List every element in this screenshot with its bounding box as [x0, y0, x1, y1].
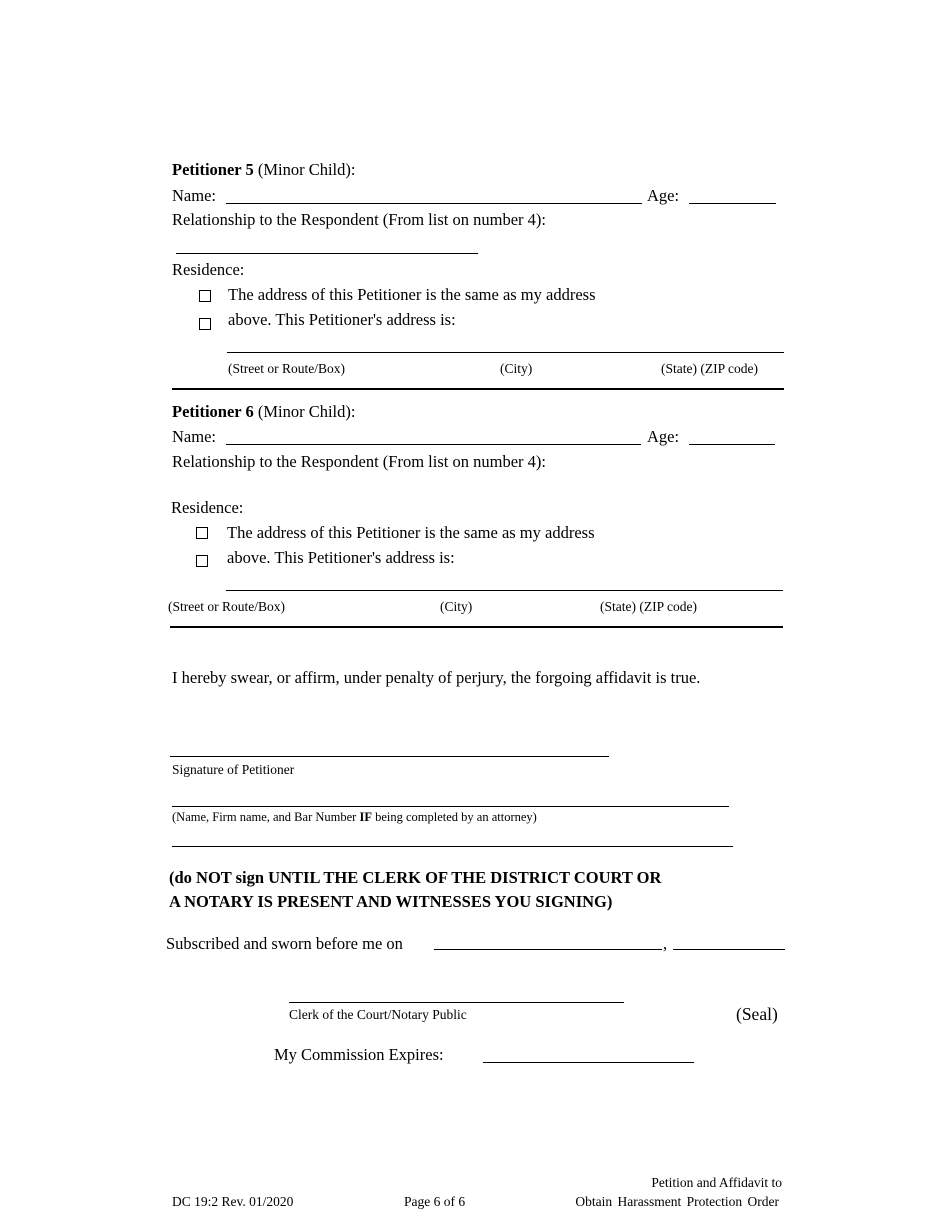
petitioner5-heading-rest: (Minor Child): — [253, 160, 356, 179]
petitioner5-heading-bold: Petitioner 5 — [172, 160, 254, 179]
petitioner5-name-field[interactable] — [226, 203, 642, 204]
clerk-signature-field[interactable] — [289, 1002, 624, 1003]
petitioner6-same-address-checkbox[interactable] — [196, 527, 208, 539]
petitioner6-name-field[interactable] — [226, 444, 641, 445]
petitioner5-city-caption: (City) — [500, 361, 533, 376]
section-divider-2 — [170, 626, 783, 628]
attorney-caption-post: being completed by an attorney) — [371, 810, 537, 824]
attorney-caption-bold: IF — [359, 810, 372, 824]
petitioner6-city-caption: (City) — [440, 599, 473, 614]
commission-label: My Commission Expires: — [274, 1045, 444, 1064]
petitioner5-relationship-field[interactable] — [176, 253, 478, 254]
petitioner6-address-field[interactable] — [226, 590, 783, 591]
warning-line-1: (do NOT sign UNTIL THE CLERK OF THE DISTRICT COURT OR — [169, 868, 662, 887]
petitioner6-age-label: Age: — [647, 427, 680, 446]
petitioner6-heading-rest: (Minor Child): — [253, 402, 356, 421]
footer-page-number: Page 6 of 6 — [404, 1194, 466, 1209]
footer-title-line-1: Petition and Affidavit to — [651, 1175, 782, 1190]
seal-label: (Seal) — [736, 1004, 778, 1024]
petitioner5-age-label: Age: — [647, 186, 680, 205]
petitioner6-heading-bold: Petitioner 6 — [172, 402, 254, 421]
petitioner5-street-caption: (Street or Route/Box) — [228, 361, 345, 376]
petitioner6-state-zip-caption: (State) (ZIP code) — [600, 599, 697, 614]
petitioner6-relationship-label: Relationship to the Respondent (From list on number 4): — [172, 452, 546, 471]
petitioner6-other-address-text: above. This Petitioner's address is: — [227, 548, 455, 567]
petitioner5-heading — [172, 160, 355, 180]
commission-expires-field[interactable] — [483, 1062, 694, 1063]
petitioner6-residence-label: Residence: — [171, 498, 244, 517]
petitioner5-other-address-text: above. This Petitioner's address is: — [228, 310, 456, 329]
attorney-field[interactable] — [172, 806, 729, 807]
signature-caption: Signature of Petitioner — [172, 762, 295, 777]
attorney-caption-pre: (Name, Firm name, and Bar Number — [172, 810, 360, 824]
petitioner5-address-field[interactable] — [227, 352, 784, 353]
clerk-caption: Clerk of the Court/Notary Public — [289, 1007, 467, 1022]
attorney-caption — [172, 809, 537, 825]
subscribed-label: Subscribed and sworn before me on — [166, 934, 403, 953]
petitioner5-other-address-checkbox[interactable] — [199, 318, 211, 330]
petitioner5-name-label: Name: — [172, 186, 216, 205]
petitioner6-name-label: Name: — [172, 427, 216, 446]
petitioner5-age-field[interactable] — [689, 203, 776, 204]
petitioner5-same-address-text: The address of this Petitioner is the same as my address — [228, 285, 596, 304]
warning-line-2: A NOTARY IS PRESENT AND WITNESSES YOU SIGNING) — [169, 892, 613, 911]
petitioner5-same-address-checkbox[interactable] — [199, 290, 211, 302]
petitioner6-other-address-checkbox[interactable] — [196, 555, 208, 567]
sworn-date-comma: , — [663, 934, 668, 953]
petitioner6-age-field[interactable] — [689, 444, 775, 445]
petitioner5-state-zip-caption: (State) (ZIP code) — [661, 361, 758, 376]
sworn-year-field[interactable] — [673, 949, 785, 950]
section-divider — [172, 388, 784, 390]
affirmation-text: I hereby swear, or affirm, under penalty of perjury, the forgoing affidavit is true. — [172, 668, 701, 687]
petitioner5-relationship-label: Relationship to the Respondent (From list on number 4): — [172, 210, 546, 229]
petitioner6-heading — [172, 402, 355, 422]
sworn-date-field[interactable] — [434, 949, 662, 950]
footer-title-line-2: Obtain Harassment Protection Order — [575, 1194, 779, 1209]
attorney-field-2[interactable] — [172, 846, 733, 847]
petitioner5-residence-label: Residence: — [172, 260, 245, 279]
footer-form-id: DC 19:2 Rev. 01/2020 — [172, 1194, 294, 1209]
petitioner6-same-address-text: The address of this Petitioner is the same as my address — [227, 523, 595, 542]
petitioner6-street-caption: (Street or Route/Box) — [168, 599, 285, 614]
signature-field[interactable] — [170, 756, 609, 757]
